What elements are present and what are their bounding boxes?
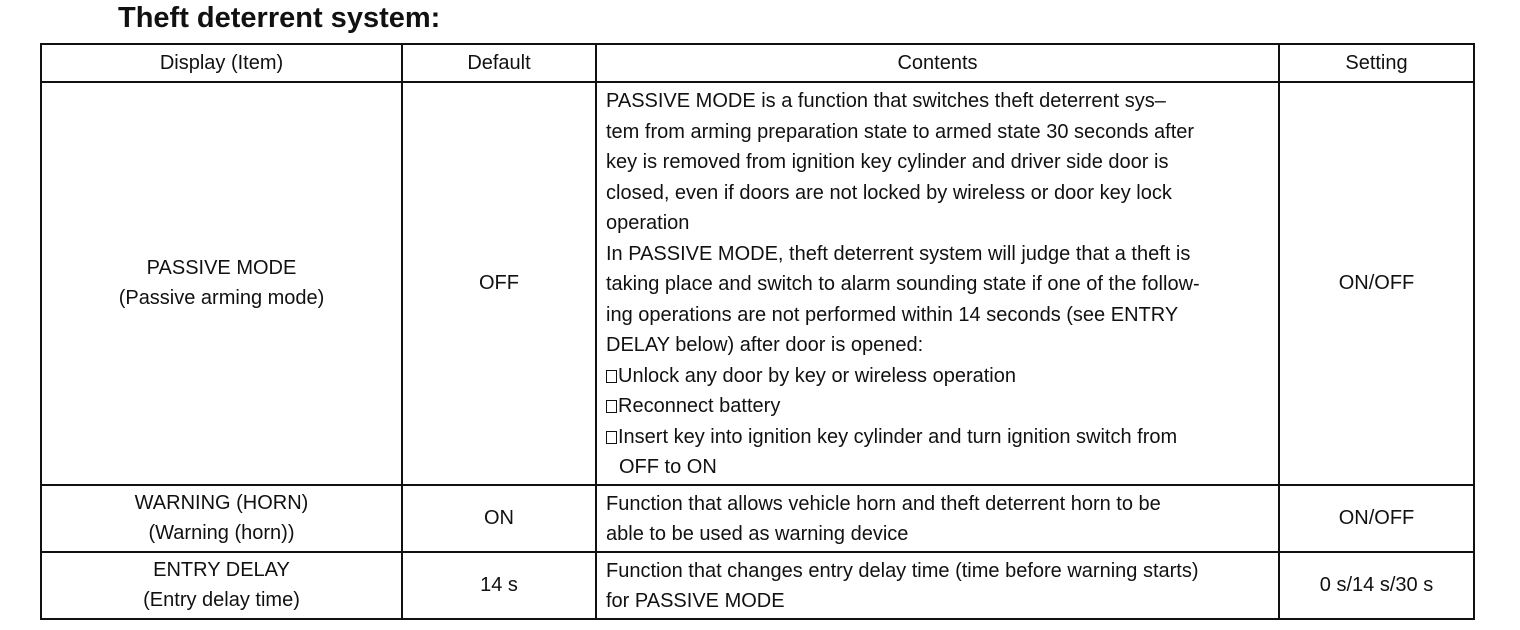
header-default: Default bbox=[402, 44, 596, 82]
contents-line: taking place and switch to alarm sounding state if one of the follow- bbox=[606, 273, 1200, 295]
display-main: WARNING (HORN) bbox=[134, 491, 309, 514]
table-row bbox=[41, 552, 1474, 619]
contents-line: tem from arming preparation state to armed state 30 seconds after bbox=[606, 120, 1195, 143]
bullet-continuation: OFF to ON bbox=[619, 456, 717, 478]
contents-cell bbox=[596, 552, 1279, 619]
default-cell: 14 s bbox=[402, 552, 596, 619]
bullet-text: Unlock any door by key or wireless operation bbox=[618, 364, 1016, 387]
table-row bbox=[41, 485, 1474, 552]
display-sub: (Entry delay time) bbox=[143, 589, 300, 611]
display-sub: (Passive arming mode) bbox=[118, 287, 325, 310]
header-display: Display (Item) bbox=[41, 44, 402, 82]
display-sub: (Warning (horn)) bbox=[148, 522, 295, 544]
contents-line: Function that changes entry delay time (time before warning starts) bbox=[606, 559, 1199, 582]
bullet-text: Reconnect battery bbox=[618, 395, 781, 417]
display-cell bbox=[41, 485, 402, 552]
page-title: Theft deterrent system: bbox=[118, 2, 441, 34]
bullet-item bbox=[606, 361, 1270, 392]
display-main: ENTRY DELAY bbox=[153, 558, 290, 581]
display-cell bbox=[41, 82, 402, 485]
checkbox-square-icon bbox=[606, 431, 617, 444]
header-contents: Contents bbox=[596, 44, 1279, 82]
contents-cell bbox=[596, 82, 1279, 485]
contents-line: operation bbox=[606, 212, 690, 234]
setting-cell: 0 s/14 s/30 s bbox=[1279, 552, 1474, 619]
checkbox-square-icon bbox=[606, 400, 617, 413]
contents-line: for PASSIVE MODE bbox=[606, 590, 785, 612]
setting-cell: ON/OFF bbox=[1279, 485, 1474, 552]
contents-line: In PASSIVE MODE, theft deterrent system will judge that a theft is bbox=[606, 242, 1191, 265]
contents-line: Function that allows vehicle horn and theft deterrent horn to be bbox=[606, 492, 1161, 515]
bullet-item bbox=[606, 422, 1270, 453]
contents-line: key is removed from ignition key cylinder and driver side door is bbox=[606, 151, 1169, 173]
header-setting: Setting bbox=[1279, 44, 1474, 82]
settings-table bbox=[40, 43, 1475, 620]
contents-line: DELAY below) after door is opened: bbox=[606, 334, 924, 356]
table-header-row bbox=[41, 44, 1474, 82]
contents-line: ing operations are not performed within 14 seconds (see ENTRY bbox=[606, 303, 1179, 326]
bullet-item bbox=[606, 391, 1270, 422]
bullet-text: Insert key into ignition key cylinder and turn ignition switch from bbox=[618, 425, 1178, 448]
contents-line: closed, even if doors are not locked by wireless or door key lock bbox=[606, 181, 1172, 204]
display-main: PASSIVE MODE bbox=[146, 256, 297, 279]
setting-cell: ON/OFF bbox=[1279, 82, 1474, 485]
contents-line: able to be used as warning device bbox=[606, 523, 909, 545]
default-cell: OFF bbox=[402, 82, 596, 485]
table-row bbox=[41, 82, 1474, 485]
default-cell: ON bbox=[402, 485, 596, 552]
checkbox-square-icon bbox=[606, 370, 617, 383]
contents-cell bbox=[596, 485, 1279, 552]
display-cell bbox=[41, 552, 402, 619]
contents-line: PASSIVE MODE is a function that switches theft deterrent sys– bbox=[606, 90, 1166, 112]
